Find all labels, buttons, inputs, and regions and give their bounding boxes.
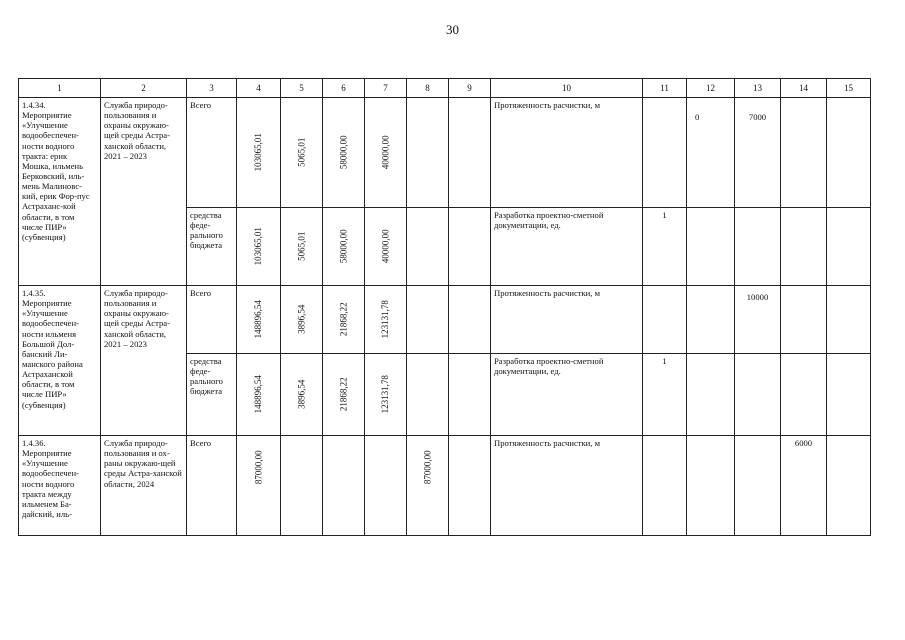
amount-cell <box>365 436 407 536</box>
indicator-cell: Разработка проектно-сметной документации, ед. <box>491 354 643 436</box>
funding-source: Всего <box>187 436 237 536</box>
indicator-cell: Протяженность расчистки, м <box>491 286 643 354</box>
amount-cell <box>323 436 365 536</box>
value-cell <box>781 98 827 208</box>
column-header: 5 <box>281 79 323 98</box>
event-cell <box>19 98 101 286</box>
indicator-cell: Разработка проектно-сметной документации, ед. <box>491 208 643 286</box>
amount-cell: 21868,22 <box>323 354 365 436</box>
value-cell <box>781 286 827 354</box>
value-cell <box>827 286 871 354</box>
value-cell <box>827 98 871 208</box>
amount-cell: 87000,00 <box>237 436 281 536</box>
value-cell <box>687 208 735 286</box>
column-header: 6 <box>323 79 365 98</box>
amount-cell: 40000,00 <box>365 208 407 286</box>
amount-cell: 3896,54 <box>281 286 323 354</box>
value-cell <box>687 354 735 436</box>
column-header: 8 <box>407 79 449 98</box>
value-cell: 1 <box>643 354 687 436</box>
column-header: 13 <box>735 79 781 98</box>
value-cell: 10000 <box>735 286 781 354</box>
table-row <box>19 436 871 536</box>
amount-cell: 5065,01 <box>281 208 323 286</box>
value-cell <box>643 436 687 536</box>
executor-cell: Служба природо-пользования и охраны окружаю-щей среды Астра-ханской области, 2021 – 2023 <box>101 286 187 436</box>
amount-cell: 3896,54 <box>281 354 323 436</box>
amount-cell <box>449 286 491 354</box>
amount-cell: 58000,00 <box>323 98 365 208</box>
column-header: 14 <box>781 79 827 98</box>
event-code: 1.4.34. <box>22 100 46 110</box>
executor-cell: Служба природо-пользования и ох-раны окружаю-щей среды Астра-ханской области, 2024 <box>101 436 187 536</box>
event-cell <box>19 286 101 436</box>
amount-cell <box>449 98 491 208</box>
value-cell <box>781 208 827 286</box>
funding-source: Всего <box>187 98 237 208</box>
amount-cell <box>407 286 449 354</box>
column-number-row <box>19 79 871 98</box>
column-header: 7 <box>365 79 407 98</box>
event-title: Мероприятие «Улучшение водообеспечен-ности ильменя Большой Дол-банский Ли-манского района Астраханской области, в том числе ПИР» (субвенция) <box>22 298 83 410</box>
column-header: 3 <box>187 79 237 98</box>
table-row <box>19 286 871 354</box>
amount-cell: 148896,54 <box>237 286 281 354</box>
amount-cell: 87000,00 <box>407 436 449 536</box>
amount-cell: 148896,54 <box>237 354 281 436</box>
column-header: 12 <box>687 79 735 98</box>
table-row <box>19 98 871 208</box>
funding-source: средства феде-рального бюджета <box>187 354 237 436</box>
value-cell <box>735 208 781 286</box>
amount-cell <box>449 208 491 286</box>
amount-cell <box>407 208 449 286</box>
funding-source: средства феде-рального бюджета <box>187 208 237 286</box>
value-cell <box>827 354 871 436</box>
program-table <box>18 78 871 536</box>
column-header: 2 <box>101 79 187 98</box>
value-cell <box>687 436 735 536</box>
value-cell <box>827 436 871 536</box>
amount-cell: 58000,00 <box>323 208 365 286</box>
amount-cell: 123131,78 <box>365 354 407 436</box>
column-header: 11 <box>643 79 687 98</box>
event-code: 1.4.36. <box>22 438 46 448</box>
value-cell <box>781 354 827 436</box>
event-title: Мероприятие «Улучшение водообеспечен-ности водного тракта между ильменем Ба-дайский, иль- <box>22 448 79 519</box>
column-header: 4 <box>237 79 281 98</box>
column-header: 1 <box>19 79 101 98</box>
amount-cell: 21868,22 <box>323 286 365 354</box>
value-cell <box>735 436 781 536</box>
value-cell <box>827 208 871 286</box>
value-cell <box>643 286 687 354</box>
amount-cell: 103065,01 <box>237 208 281 286</box>
value-cell: 1 <box>643 208 687 286</box>
value-cell <box>687 286 735 354</box>
column-header: 15 <box>827 79 871 98</box>
amount-cell <box>449 436 491 536</box>
amount-cell <box>407 98 449 208</box>
event-cell <box>19 436 101 536</box>
indicator-cell: Протяженность расчистки, м <box>491 436 643 536</box>
amount-cell: 123131,78 <box>365 286 407 354</box>
executor-cell: Служба природо-пользования и охраны окружаю-щей среды Астра-ханской области, 2021 – 2023 <box>101 98 187 286</box>
column-header: 10 <box>491 79 643 98</box>
value-cell: 0 <box>687 98 735 208</box>
value-cell <box>735 354 781 436</box>
amount-cell <box>281 436 323 536</box>
amount-cell: 5065,01 <box>281 98 323 208</box>
value-cell: 6000 <box>781 436 827 536</box>
value-cell <box>643 98 687 208</box>
indicator-cell: Протяженность расчистки, м <box>491 98 643 208</box>
page-number: 30 <box>446 22 459 37</box>
funding-source: Всего <box>187 286 237 354</box>
amount-cell <box>449 354 491 436</box>
column-header: 9 <box>449 79 491 98</box>
amount-cell <box>407 354 449 436</box>
event-code: 1.4.35. <box>22 288 46 298</box>
amount-cell: 40000,00 <box>365 98 407 208</box>
event-title: Мероприятие «Улучшение водообеспечен-ности водного тракта: ерик Мошка, ильмень Берковский, иль-мень Малиновс-кий, ерик Фор-пус Астраханс-кой области, в том числе ПИР» (субвенция) <box>22 110 90 242</box>
value-cell: 7000 <box>735 98 781 208</box>
amount-cell: 103065,01 <box>237 98 281 208</box>
